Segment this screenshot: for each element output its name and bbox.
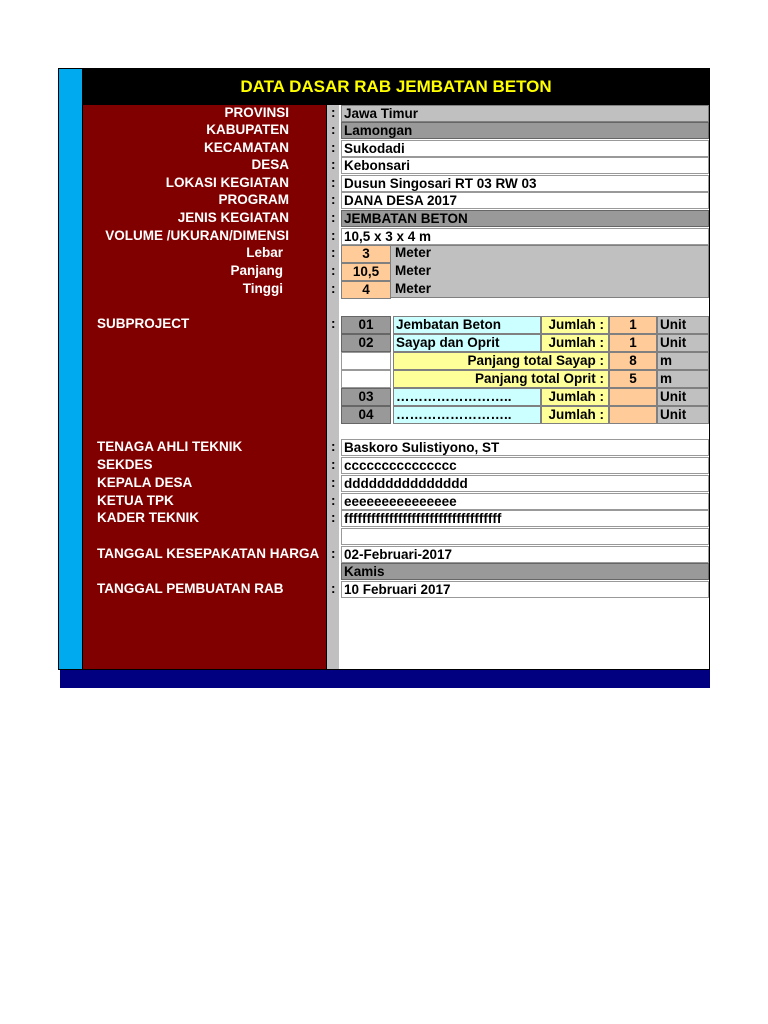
value-panjang[interactable]: 10,5 [341,263,391,281]
label-kader-teknik: KADER TEKNIK [97,510,200,525]
footer-bar [60,670,710,688]
label-tanggal-pembuatan: TANGGAL PEMBUATAN RAB [97,581,284,596]
label-tanggal-kesepakatan: TANGGAL KESEPAKATAN HARGA [97,546,320,561]
label-jenis-kegiatan: JENIS KEGIATAN [177,210,289,225]
colon: : [331,581,336,596]
subproject-no-04: 04 [341,406,391,424]
colon: : [331,546,336,561]
colon: : [331,228,336,243]
value-kepala-desa[interactable]: ddddddddddddddd [341,475,709,492]
unit-tinggi: Meter [395,281,432,296]
label-desa: DESA [251,157,289,172]
subproject-no-03: 03 [341,388,391,406]
value-lokasi[interactable]: Dusun Singosari RT 03 RW 03 [341,175,709,192]
label-tinggi: Tinggi [242,281,283,296]
page-title: DATA DASAR RAB JEMBATAN BETON [83,69,709,105]
empty-cell [341,528,709,545]
value-hari: Kamis [341,563,709,580]
subproject-qty-01[interactable]: 1 [609,316,657,334]
jumlah-label: Jumlah : [541,406,609,424]
colon: : [331,157,336,172]
unit-panjang-oprit: m [657,370,709,388]
unit-panjang: Meter [395,263,432,278]
value-sekdes[interactable]: ccccccccccccccc [341,457,709,474]
value-lebar[interactable]: 3 [341,245,391,263]
value-tanggal-pembuatan[interactable]: 10 Februari 2017 [341,581,709,598]
label-subproject: SUBPROJECT [97,316,190,331]
label-provinsi: PROVINSI [224,105,289,120]
value-panjang-sayap[interactable]: 8 [609,352,657,370]
value-program[interactable]: DANA DESA 2017 [341,192,709,209]
colon: : [331,475,336,490]
value-kecamatan[interactable]: Sukodadi [341,140,709,157]
value-kader-teknik[interactable]: fffffffffffffffffffffffffffffffffff [341,510,709,527]
label-panjang-sayap: Panjang total Sayap : [393,352,609,370]
value-provinsi[interactable]: Jawa Timur [341,105,709,122]
label-ketua-tpk: KETUA TPK [97,493,174,508]
colon: : [331,281,336,296]
colon: : [331,316,336,331]
jumlah-label: Jumlah : [541,388,609,406]
subproject-name-03[interactable]: …………………….. [393,388,541,406]
value-jenis-kegiatan[interactable]: JEMBATAN BETON [341,210,709,227]
colon: : [331,105,336,120]
label-tenaga-ahli: TENAGA AHLI TEKNIK [97,439,243,454]
colon: : [331,493,336,508]
value-kabupaten[interactable]: Lamongan [341,122,709,139]
value-ketua-tpk[interactable]: eeeeeeeeeeeeeee [341,493,709,510]
subproject-qty-04[interactable] [609,406,657,424]
colon: : [331,122,336,137]
subproject-name-01[interactable]: Jembatan Beton [393,316,541,334]
subproject-qty-02[interactable]: 1 [609,334,657,352]
empty-cell [341,370,391,388]
subproject-no-01: 01 [341,316,391,334]
colon: : [331,457,336,472]
subproject-name-04[interactable]: …………………….. [393,406,541,424]
colon: : [331,210,336,225]
value-tinggi[interactable]: 4 [341,281,391,299]
colon: : [331,140,336,155]
label-panjang: Panjang [230,263,283,278]
subproject-unit-04: Unit [657,406,709,424]
subproject-name-02[interactable]: Sayap dan Oprit [393,334,541,352]
unit-lebar: Meter [395,245,432,260]
subproject-unit-01: Unit [657,316,709,334]
subproject-no-02: 02 [341,334,391,352]
colon: : [331,175,336,190]
colon: : [331,192,336,207]
label-lokasi: LOKASI KEGIATAN [165,175,289,190]
jumlah-label: Jumlah : [541,334,609,352]
subproject-unit-02: Unit [657,334,709,352]
label-lebar: Lebar [246,245,283,260]
unit-panjang-sayap: m [657,352,709,370]
colon: : [331,263,336,278]
label-kabupaten: KABUPATEN [206,122,289,137]
label-kepala-desa: KEPALA DESA [97,475,193,490]
colon: : [331,510,336,525]
spreadsheet-sheet [58,68,710,670]
value-tenaga-ahli[interactable]: Baskoro Sulistiyono, ST [341,439,709,456]
jumlah-label: Jumlah : [541,316,609,334]
subproject-unit-03: Unit [657,388,709,406]
subproject-qty-03[interactable] [609,388,657,406]
value-tanggal-kesepakatan[interactable]: 02-Februari-2017 [341,546,709,563]
colon: : [331,245,336,260]
value-volume[interactable]: 10,5 x 3 x 4 m [341,228,709,245]
label-kecamatan: KECAMATAN [204,140,289,155]
empty-cell [341,352,391,370]
colon: : [331,439,336,454]
label-program: PROGRAM [218,192,289,207]
label-panjang-oprit: Panjang total Oprit : [393,370,609,388]
label-volume: VOLUME /UKURAN/DIMENSI [105,228,289,243]
value-desa[interactable]: Kebonsari [341,157,709,174]
value-panjang-oprit[interactable]: 5 [609,370,657,388]
label-sekdes: SEKDES [97,457,153,472]
